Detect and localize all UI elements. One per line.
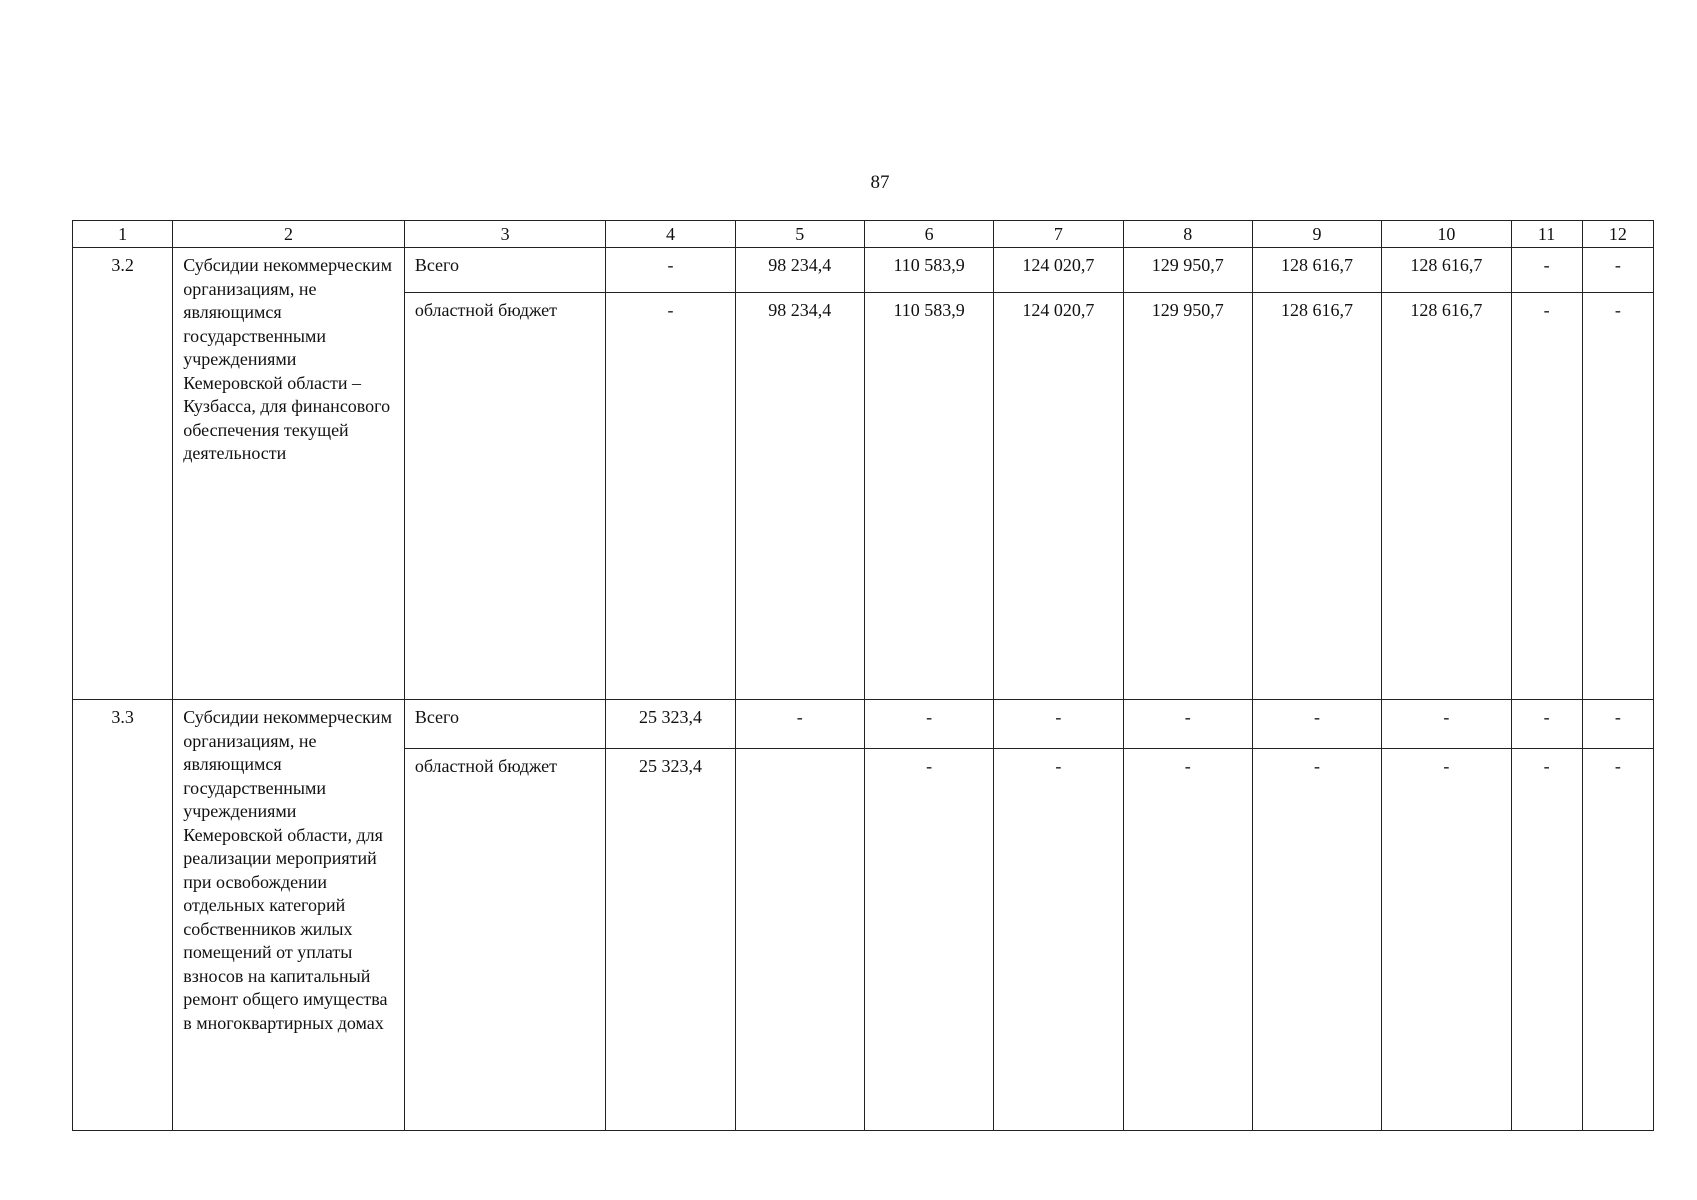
- value-cell: 98 234,4: [735, 248, 864, 293]
- value-cell: -: [1252, 700, 1381, 749]
- value-cell: -: [1252, 749, 1381, 1131]
- header-cell: 1: [73, 221, 173, 248]
- header-cell: 5: [735, 221, 864, 248]
- row-number: 3.2: [73, 248, 173, 700]
- header-cell: 10: [1382, 221, 1511, 248]
- table-row: [73, 248, 1654, 293]
- header-cell: 8: [1123, 221, 1252, 248]
- row-name: Субсидии некоммерческим организациям, не являющимся государственными учреждениями Кемеровской области – Кузбасса, для финансового обеспечения текущей деятельности: [173, 248, 405, 700]
- value-cell: -: [1382, 749, 1511, 1131]
- funding-source: областной бюджет: [404, 293, 606, 700]
- value-cell: -: [1123, 700, 1252, 749]
- budget-table: [72, 220, 1654, 1131]
- value-cell: -: [864, 700, 993, 749]
- header-cell: 7: [994, 221, 1123, 248]
- value-cell: -: [1123, 749, 1252, 1131]
- value-cell: -: [1582, 248, 1653, 293]
- value-cell: 129 950,7: [1123, 293, 1252, 700]
- value-cell: [735, 749, 864, 1131]
- row-name: Субсидии некоммерческим организациям, не являющимся государственными учреждениями Кемеровской области, для реализации мероприятий при освобождении отдельных категорий собственников жилых помещений от уплаты взносов на капитальный ремонт общего имущества в многоквартирных домах: [173, 700, 405, 1131]
- funding-source: Всего: [404, 700, 606, 749]
- value-cell: -: [1511, 700, 1582, 749]
- header-cell: 4: [606, 221, 735, 248]
- page-number: 87: [870, 172, 890, 193]
- value-cell: 110 583,9: [864, 248, 993, 293]
- value-cell: -: [606, 293, 735, 700]
- funding-source: областной бюджет: [404, 749, 606, 1131]
- value-cell: -: [1511, 749, 1582, 1131]
- value-cell: -: [1382, 700, 1511, 749]
- value-cell: 25 323,4: [606, 749, 735, 1131]
- value-cell: -: [864, 749, 993, 1131]
- header-cell: 12: [1582, 221, 1653, 248]
- value-cell: -: [1511, 248, 1582, 293]
- value-cell: 128 616,7: [1252, 248, 1381, 293]
- header-cell: 9: [1252, 221, 1381, 248]
- value-cell: -: [994, 749, 1123, 1131]
- header-cell: 3: [404, 221, 606, 248]
- header-cell: 11: [1511, 221, 1582, 248]
- value-cell: -: [1582, 700, 1653, 749]
- value-cell: 128 616,7: [1382, 248, 1511, 293]
- header-cell: 6: [864, 221, 993, 248]
- row-number: 3.3: [73, 700, 173, 1131]
- value-cell: 124 020,7: [994, 248, 1123, 293]
- value-cell: 129 950,7: [1123, 248, 1252, 293]
- value-cell: 128 616,7: [1252, 293, 1381, 700]
- value-cell: 128 616,7: [1382, 293, 1511, 700]
- header-cell: 2: [173, 221, 405, 248]
- value-cell: -: [1582, 293, 1653, 700]
- value-cell: -: [735, 700, 864, 749]
- value-cell: 25 323,4: [606, 700, 735, 749]
- value-cell: -: [1582, 749, 1653, 1131]
- value-cell: -: [606, 248, 735, 293]
- table-row: [73, 700, 1654, 749]
- header-row: [73, 221, 1654, 248]
- value-cell: 124 020,7: [994, 293, 1123, 700]
- value-cell: 98 234,4: [735, 293, 864, 700]
- value-cell: -: [1511, 293, 1582, 700]
- value-cell: -: [994, 700, 1123, 749]
- funding-source: Всего: [404, 248, 606, 293]
- value-cell: 110 583,9: [864, 293, 993, 700]
